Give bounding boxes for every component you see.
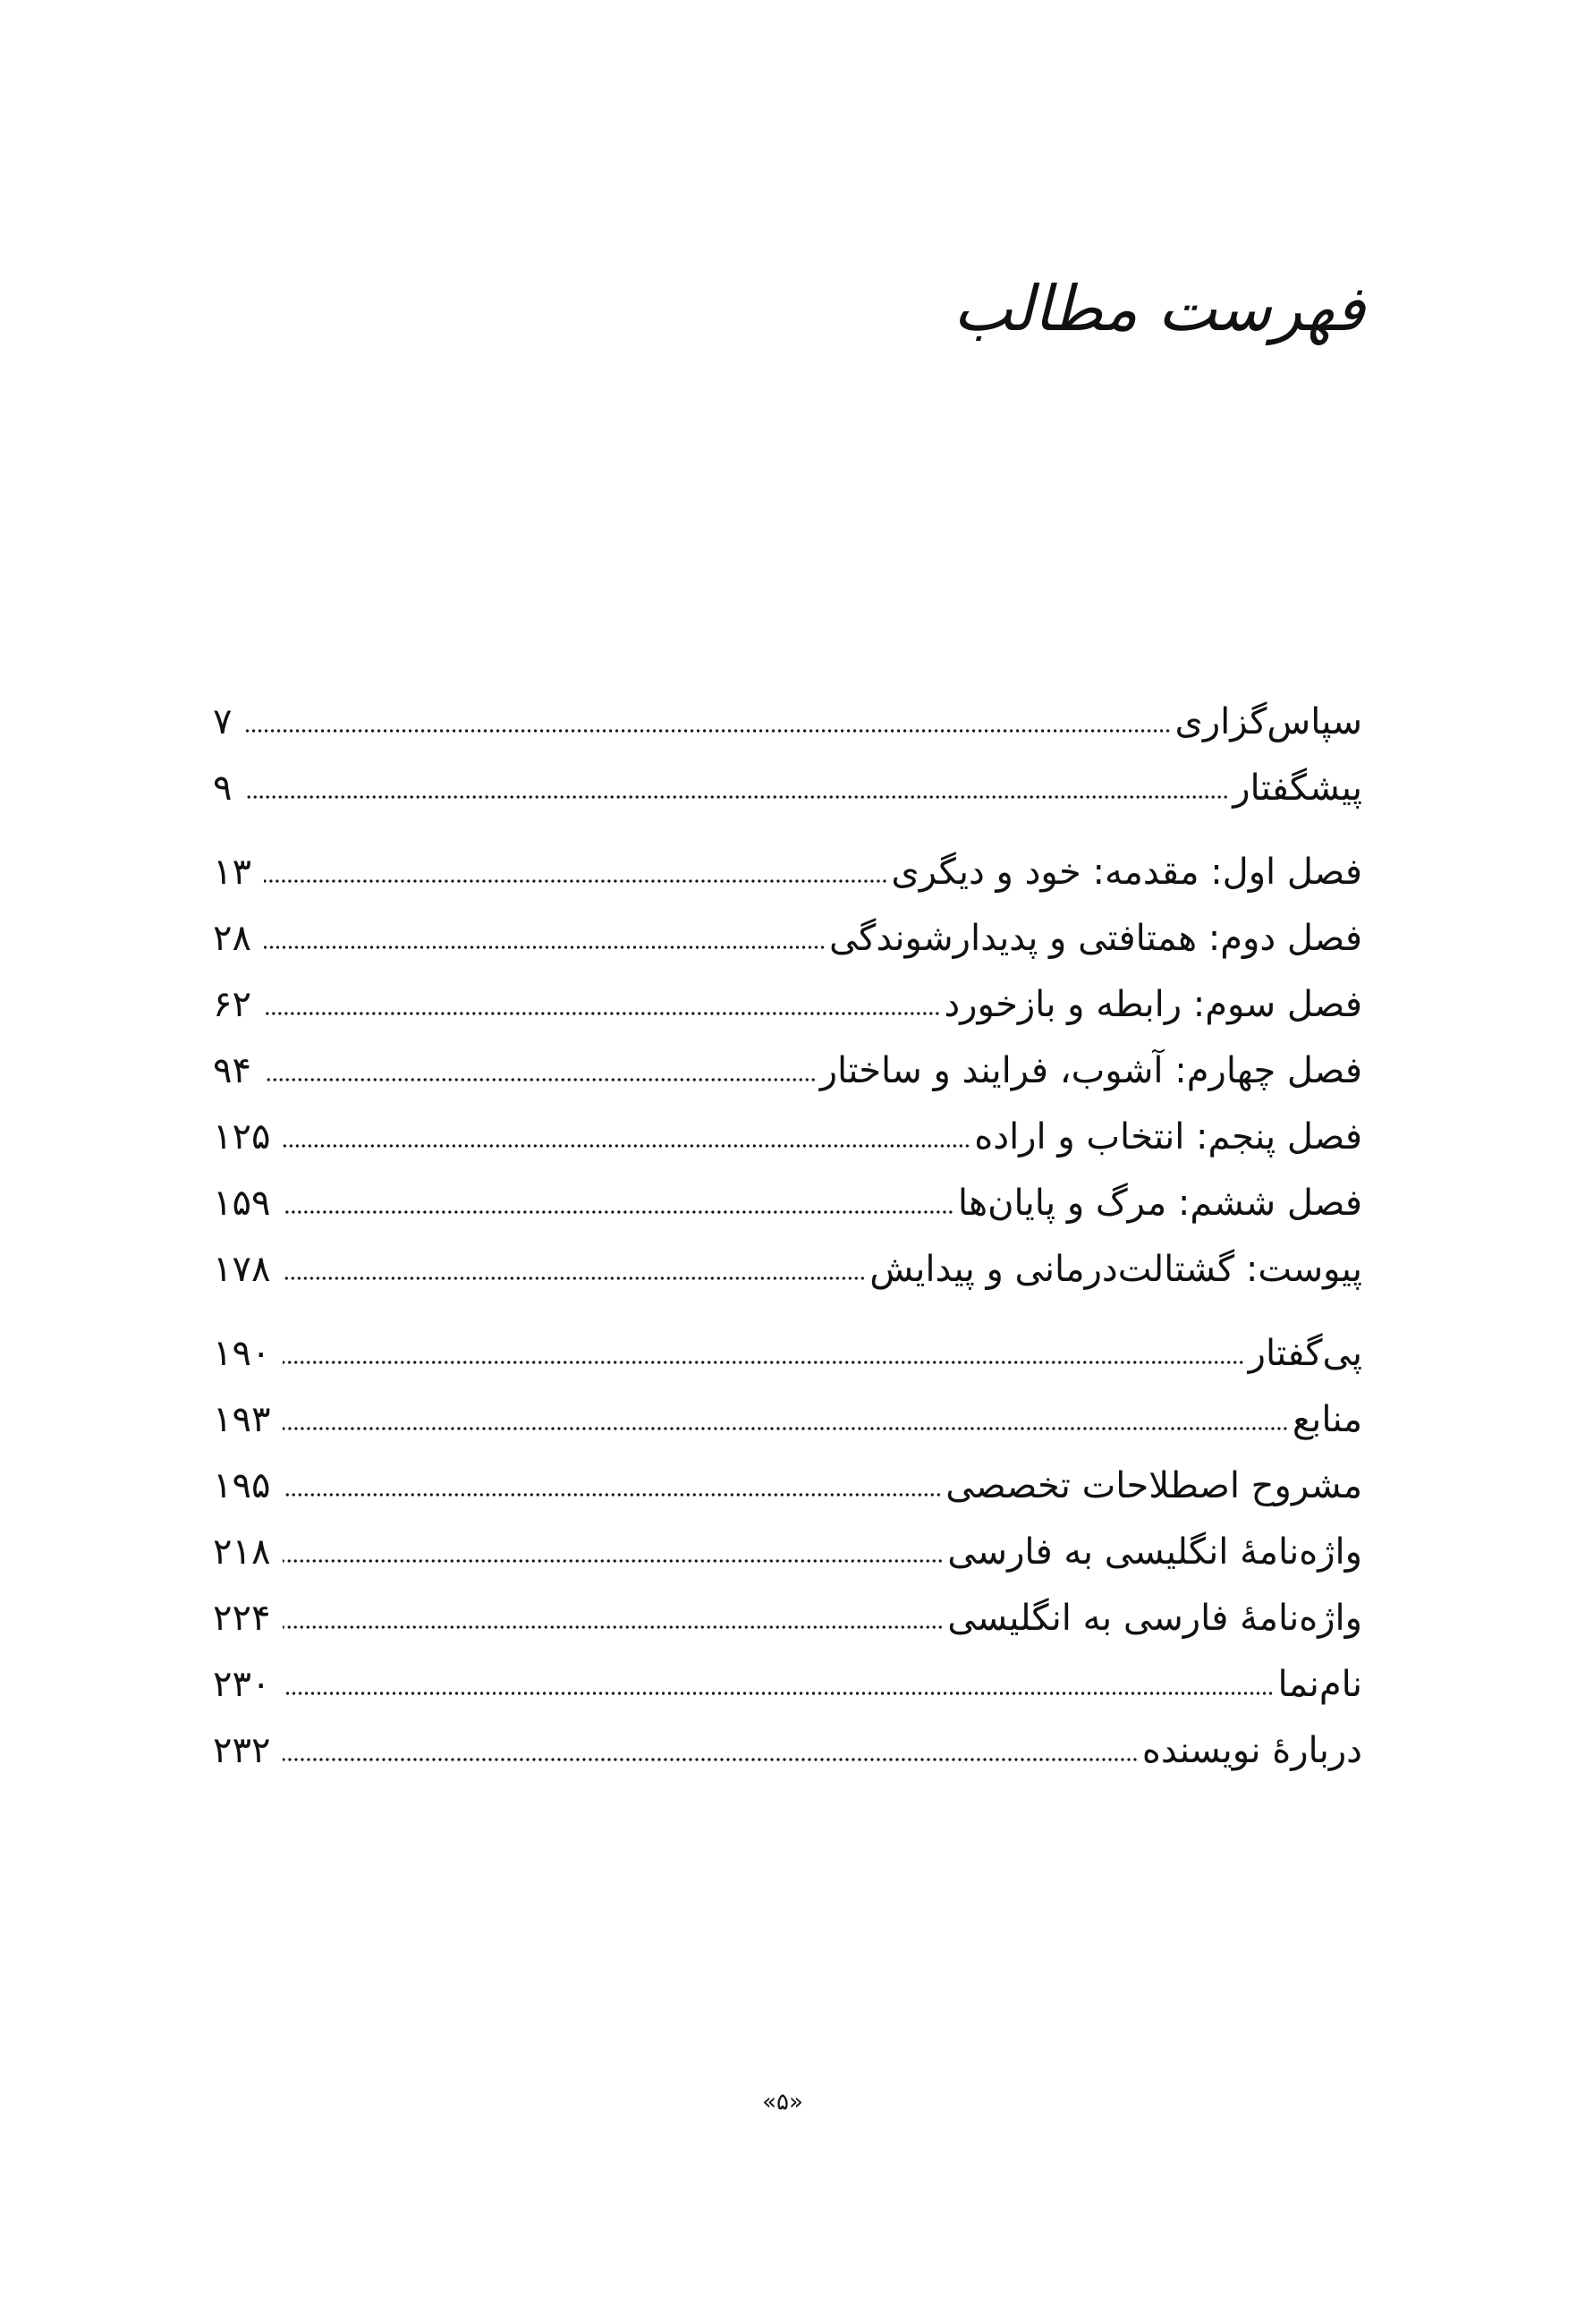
toc-entry-page-number: ۱۲۵ (213, 1116, 271, 1158)
toc-entry-label: نام‌نما (1277, 1664, 1362, 1705)
toc-entry (213, 1585, 1362, 1651)
toc-entry-label: واژه‌نامهٔ فارسی به انگلیسی (947, 1598, 1362, 1639)
toc-entry (213, 1651, 1362, 1718)
dot-leader (283, 1492, 942, 1497)
toc-entry-page-number: ۱۹۰ (213, 1333, 271, 1374)
dot-leader (244, 728, 1171, 734)
toc-entry-page-number: ۱۷۸ (213, 1249, 271, 1290)
dot-leader (264, 1077, 817, 1082)
page-title: فهرست مطالب (953, 272, 1365, 345)
toc-entry (213, 755, 1362, 821)
toc-group-back-matter (213, 1320, 1362, 1784)
dot-leader (264, 1011, 940, 1016)
toc-entry-label: فصل سوم: رابطه و بازخورد (944, 984, 1362, 1025)
toc-entry (213, 905, 1362, 971)
toc-entry (213, 1038, 1362, 1104)
dot-leader (283, 1360, 1244, 1365)
dot-leader (283, 1691, 1274, 1696)
toc-entry-page-number: ۱۹۵ (213, 1465, 271, 1506)
toc-group-front-matter (213, 689, 1362, 821)
toc-entry-page-number: ۲۸ (213, 918, 251, 959)
toc-entry-page-number: ۲۱۸ (213, 1531, 271, 1573)
toc-entry-label: پیوست: گشتالت‌درمانی و پیدایش (869, 1249, 1362, 1290)
toc-entry-page-number: ۹۴ (213, 1050, 251, 1091)
toc-entry-page-number: ۲۳۲ (213, 1730, 271, 1771)
toc-entry-page-number: ۱۳ (213, 852, 251, 893)
toc-entry (213, 971, 1362, 1038)
dot-leader (283, 1143, 970, 1149)
toc-entry (213, 1236, 1362, 1302)
toc-entry (213, 1387, 1362, 1453)
toc-entry-page-number: ۱۵۹ (213, 1183, 271, 1224)
toc-entry-label: فصل اول: مقدمه: خود و دیگری (891, 852, 1362, 893)
dot-leader (244, 794, 1229, 800)
toc-group-chapters (213, 839, 1362, 1302)
toc-entry-label: فصل ششم: مرگ و پایان‌ها (957, 1183, 1362, 1224)
dot-leader (283, 1276, 866, 1281)
toc-entry-label: پی‌گفتار (1248, 1333, 1362, 1374)
dot-leader (283, 1209, 954, 1215)
toc-entry (213, 1718, 1362, 1784)
toc-entry (213, 1519, 1362, 1585)
table-of-contents (213, 689, 1362, 1784)
dot-leader (283, 1757, 1138, 1762)
toc-entry-label: پیشگفتار (1233, 768, 1362, 809)
dot-leader (283, 1426, 1288, 1431)
toc-entry-label: واژه‌نامهٔ انگلیسی به فارسی (947, 1531, 1362, 1573)
toc-entry (213, 839, 1362, 905)
toc-entry-label: فصل چهارم: آشوب، فرایند و ساختار (819, 1050, 1362, 1091)
dot-leader (283, 1558, 944, 1564)
toc-entry-label: فصل دوم: همتافتی و پدیدارشوندگی (828, 918, 1362, 959)
toc-entry-page-number: ۲۳۰ (213, 1664, 271, 1705)
toc-entry-label: مشروح اصطلاحات تخصصی (945, 1465, 1362, 1506)
toc-entry-label: منابع (1292, 1399, 1362, 1440)
toc-entry-label: دربارهٔ نویسنده (1141, 1730, 1362, 1771)
dot-leader (283, 1624, 944, 1630)
toc-entry-page-number: ۷ (213, 701, 233, 742)
toc-entry-page-number: ۶۲ (213, 984, 251, 1025)
toc-entry (213, 1320, 1362, 1387)
toc-entry-page-number: ۱۹۳ (213, 1399, 271, 1440)
toc-entry (213, 689, 1362, 755)
dot-leader (264, 878, 887, 884)
dot-leader (264, 945, 826, 950)
toc-entry-label: فصل پنجم: انتخاب و اراده (974, 1116, 1362, 1158)
toc-entry-page-number: ۹ (213, 768, 233, 809)
toc-entry-label: سپاس‌گزاری (1174, 701, 1362, 742)
toc-entry (213, 1453, 1362, 1519)
page-number: «۵» (762, 2089, 803, 2116)
toc-entry-page-number: ۲۲۴ (213, 1598, 271, 1639)
toc-entry (213, 1104, 1362, 1170)
toc-entry (213, 1170, 1362, 1236)
